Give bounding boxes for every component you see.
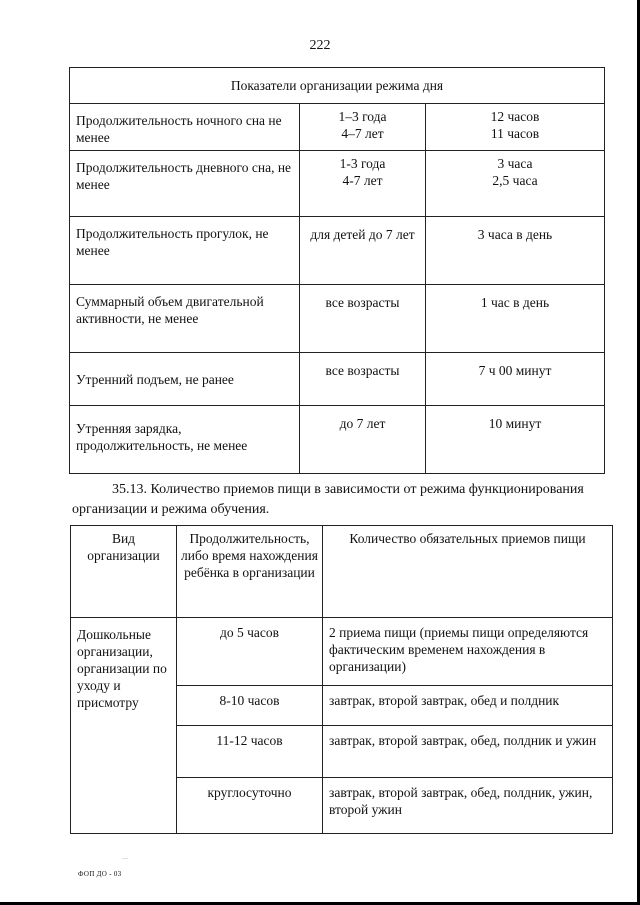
duration-cell: до 5 часов <box>177 618 323 686</box>
regime-label: Продолжительность дневного сна, не менее <box>70 151 300 217</box>
section-35-13-paragraph <box>72 480 612 520</box>
org-type-cell: Дошкольные организации, организации по уходу и присмотру <box>71 618 177 834</box>
header-org-type: Вид организации <box>71 526 177 618</box>
page-number: 222 <box>309 38 331 53</box>
table-row <box>70 151 605 217</box>
regime-value: 11 часов <box>490 126 540 141</box>
day-regime-table <box>69 67 605 474</box>
regime-label: Утренний подъем, не ранее <box>70 353 300 406</box>
table-row <box>71 618 613 686</box>
age-value: для детей до 7 лет <box>300 217 426 285</box>
regime-value: 10 минут <box>426 406 605 474</box>
table-header-row <box>71 526 613 618</box>
header-meals: Количество обязательных приемов пищи <box>323 526 613 618</box>
regime-value: 7 ч 00 минут <box>426 353 605 406</box>
age-value: 1-3 года <box>339 156 386 171</box>
age-value: все возрасты <box>300 353 426 406</box>
regime-value: 2,5 часа <box>492 173 538 188</box>
table-row <box>70 406 605 474</box>
regime-label: Продолжительность прогулок, не менее <box>70 217 300 285</box>
duration-cell: круглосуточно <box>177 778 323 834</box>
meals-cell: завтрак, второй завтрак, обед, полдник, ужин, второй ужин <box>323 778 613 834</box>
footer-mark: … <box>122 855 128 861</box>
age-value: все возрасты <box>300 285 426 353</box>
header-duration: Продолжительность, либо время нахождения ребёнка в организации <box>177 526 323 618</box>
age-cell <box>300 104 426 151</box>
value-cell <box>426 104 605 151</box>
regime-label: Продолжительность ночного сна не менее <box>70 104 300 151</box>
age-value: 1–3 года <box>338 109 387 124</box>
regime-value: 12 часов <box>490 109 540 124</box>
table-title: Показатели организации режима дня <box>70 68 605 104</box>
value-cell <box>426 151 605 217</box>
age-cell <box>300 151 426 217</box>
section-text: 35.13. Количество приемов пищи в зависимости от режима функционирования организации и режима обучения. <box>72 482 584 517</box>
footer-code: ФОП ДО - 03 <box>78 870 122 878</box>
table-row <box>70 217 605 285</box>
meals-cell: завтрак, второй завтрак, обед, полдник и ужин <box>323 726 613 778</box>
regime-label: Утренняя зарядка, продолжительность, не менее <box>70 406 300 474</box>
meals-cell: 2 приема пищи (приемы пищи определяются фактическим временем нахождения в организации) <box>323 618 613 686</box>
regime-value: 1 час в день <box>426 285 605 353</box>
table-row <box>70 353 605 406</box>
duration-cell: 11-12 часов <box>177 726 323 778</box>
regime-label: Суммарный объем двигательной активности, не менее <box>70 285 300 353</box>
age-value: 4-7 лет <box>342 173 383 188</box>
age-value: до 7 лет <box>300 406 426 474</box>
table-row <box>70 285 605 353</box>
table-header-row <box>70 68 605 104</box>
duration-cell: 8-10 часов <box>177 686 323 726</box>
meals-cell: завтрак, второй завтрак, обед и полдник <box>323 686 613 726</box>
regime-value: 3 часа <box>497 156 533 171</box>
meals-table <box>70 525 613 834</box>
age-value: 4–7 лет <box>341 126 384 141</box>
regime-value: 3 часа в день <box>426 217 605 285</box>
table-row <box>70 104 605 151</box>
